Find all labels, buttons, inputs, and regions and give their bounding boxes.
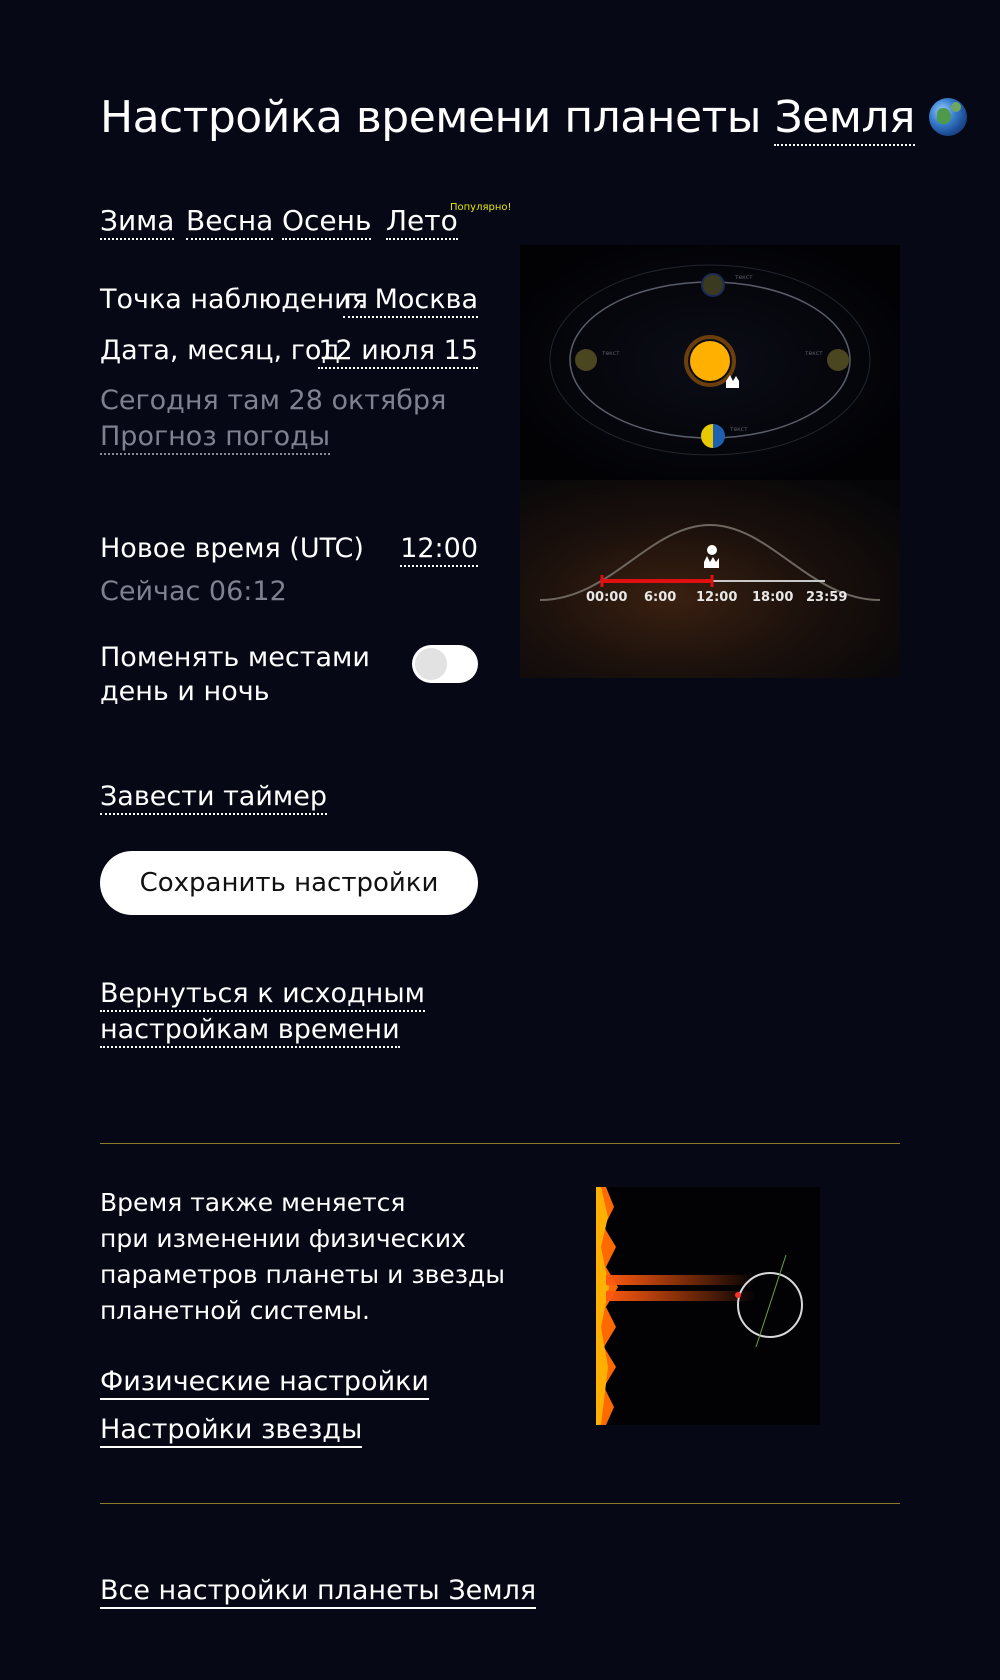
swap-day-night-label xyxy=(100,641,370,709)
reset-link-line2[interactable]: настройкам времени xyxy=(100,1014,400,1048)
earth-globe-icon xyxy=(929,98,967,136)
physics-text-line: параметров планеты и звезды xyxy=(100,1260,506,1289)
popular-badge: Популярно! xyxy=(450,202,512,213)
timeline-tick-4: 23:59 xyxy=(806,590,848,605)
orbit-seasons-illustration[interactable] xyxy=(520,245,900,480)
season-spring-link[interactable]: Весна xyxy=(186,204,273,240)
save-settings-button[interactable]: Сохранить настройки xyxy=(100,851,478,915)
section-divider xyxy=(100,1143,900,1144)
toggle-knob xyxy=(415,648,447,680)
physics-text-line: при изменении физических xyxy=(100,1224,466,1253)
reset-time-link[interactable] xyxy=(100,976,425,1048)
daylight-curve-icon xyxy=(520,480,900,678)
date-value[interactable]: 12 июля 15 xyxy=(318,335,478,369)
season-winter-link[interactable]: Зима xyxy=(100,204,174,240)
timeline-tick-3: 18:00 xyxy=(752,590,794,605)
swap-label-line2: день и ночь xyxy=(100,676,270,707)
reset-link-line1[interactable]: Вернуться к исходным xyxy=(100,978,425,1012)
section-divider xyxy=(100,1503,900,1504)
set-timer-link[interactable]: Завести таймер xyxy=(100,781,327,815)
current-time-text: Сейчас 06:12 xyxy=(100,576,287,607)
day-timeline-illustration[interactable] xyxy=(520,480,900,678)
page-title xyxy=(100,92,967,143)
timeline-tick-2: 12:00 xyxy=(696,590,738,605)
physical-settings-link[interactable]: Физические настройки xyxy=(100,1366,429,1400)
all-planet-settings-link[interactable]: Все настройки планеты Земля xyxy=(100,1575,536,1609)
season-summer-link[interactable]: Лето xyxy=(386,204,458,240)
observation-point-label: Точка наблюдения xyxy=(100,284,368,315)
orbit-diagram-icon xyxy=(520,245,900,480)
planet-selector-link[interactable]: Земля xyxy=(774,92,915,146)
date-label: Дата, месяц, год xyxy=(100,335,341,366)
physics-description xyxy=(100,1185,505,1329)
swap-label-line1: Поменять местами xyxy=(100,642,370,673)
today-date-text: Сегодня там 28 октября xyxy=(100,385,447,416)
swap-day-night-toggle[interactable] xyxy=(412,645,478,683)
svg-text:текст: текст xyxy=(602,350,620,357)
weather-forecast-link[interactable]: Прогноз погоды xyxy=(100,421,330,455)
physics-text-line: Время также меняется xyxy=(100,1188,406,1217)
star-planet-illustration xyxy=(596,1187,820,1425)
physics-text-line: планетной системы. xyxy=(100,1296,370,1325)
observation-point-value[interactable]: г. Москва xyxy=(343,284,478,318)
star-flare-icon xyxy=(596,1187,820,1425)
timeline-tick-0: 00:00 xyxy=(586,590,628,605)
star-settings-link[interactable]: Настройки звезды xyxy=(100,1414,362,1448)
new-time-label: Новое время (UTC) xyxy=(100,533,364,564)
svg-text:текст: текст xyxy=(730,426,748,433)
season-autumn-link[interactable]: Осень xyxy=(282,204,371,240)
svg-text:текст: текст xyxy=(805,350,823,357)
timeline-tick-1: 6:00 xyxy=(644,590,677,605)
svg-text:текст: текст xyxy=(735,274,753,281)
page-title-prefix: Настройка времени планеты xyxy=(100,92,761,143)
new-time-value[interactable]: 12:00 xyxy=(400,533,478,567)
